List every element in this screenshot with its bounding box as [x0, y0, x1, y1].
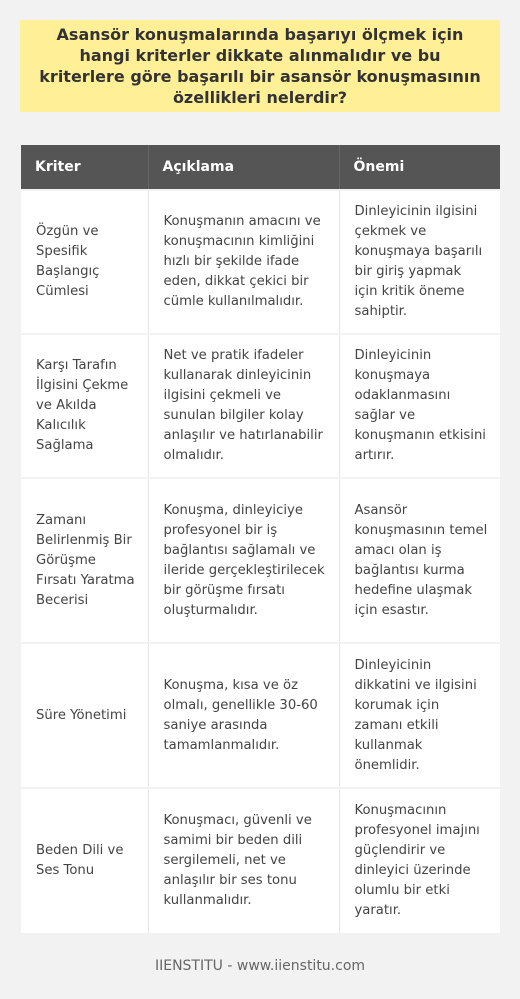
description-cell: Net ve pratik ifadeler kullanarak dinleyicinin ilgisini çekmeli ve sunulan bilgiler kolay anlaşılır ve hatırlanabilir olmalıdır.	[148, 334, 339, 478]
importance-cell: Asansör konuşmasının temel amacı olan iş bağlantısı kurma hedefine ulaşmak için esastır.	[339, 478, 500, 643]
criterion-cell: Süre Yönetimi	[21, 643, 148, 788]
table-row	[21, 334, 500, 478]
importance-cell: Dinleyicinin ilgisini çekmek ve konuşmaya başarılı bir giriş yapmak için kritik öneme sahiptir.	[339, 190, 500, 334]
table-row	[21, 788, 500, 933]
description-cell: Konuşmanın amacını ve konuşmacının kimliğini hızlı bir şekilde ifade eden, dikkat çekici bir cümle kullanılmalıdır.	[148, 190, 339, 334]
description-cell: Konuşmacı, güvenli ve samimi bir beden dili sergilemeli, net ve anlaşılır bir ses tonu kullanmalıdır.	[148, 788, 339, 933]
table-header-row	[21, 145, 500, 190]
criteria-table	[21, 145, 500, 933]
title-banner	[20, 20, 500, 112]
criterion-cell: Özgün ve Spesifik Başlangıç Cümlesi	[21, 190, 148, 334]
table-row	[21, 478, 500, 643]
criterion-cell: Karşı Tarafın İlgisini Çekme ve Akılda Kalıcılık Sağlama	[21, 334, 148, 478]
importance-cell: Dinleyicinin dikkatini ve ilgisini korumak için zamanı etkili kullanmak önemlidir.	[339, 643, 500, 788]
column-header-kriter: Kriter	[21, 145, 148, 190]
criterion-cell: Beden Dili ve Ses Tonu	[21, 788, 148, 933]
table-row	[21, 190, 500, 334]
criterion-cell: Zamanı Belirlenmiş Bir Görüşme Fırsatı Yaratma Becerisi	[21, 478, 148, 643]
importance-cell: Dinleyicinin konuşmaya odaklanmasını sağlar ve konuşmanın etkisini artırır.	[339, 334, 500, 478]
importance-cell: Konuşmacının profesyonel imajını güçlendirir ve dinleyici üzerinde olumlu bir etki yaratır.	[339, 788, 500, 933]
criteria-table-container	[21, 145, 500, 933]
column-header-onemi: Önemi	[339, 145, 500, 190]
page-title: Asansör konuşmalarında başarıyı ölçmek için hangi kriterler dikkate alınmalıdır ve bu kriterlere göre başarılı bir asansör konuşmasının özellikleri nelerdir?	[39, 25, 481, 107]
column-header-aciklama: Açıklama	[148, 145, 339, 190]
description-cell: Konuşma, kısa ve öz olmalı, genellikle 30-60 saniye arasında tamamlanmalıdır.	[148, 643, 339, 788]
footer-credit: IIENSTITU - www.iienstitu.com	[154, 958, 366, 974]
description-cell: Konuşma, dinleyiciye profesyonel bir iş bağlantısı sağlamalı ve ileride gerçekleştirilecek bir görüşme fırsatı oluşturmalıdır.	[148, 478, 339, 643]
table-row	[21, 643, 500, 788]
